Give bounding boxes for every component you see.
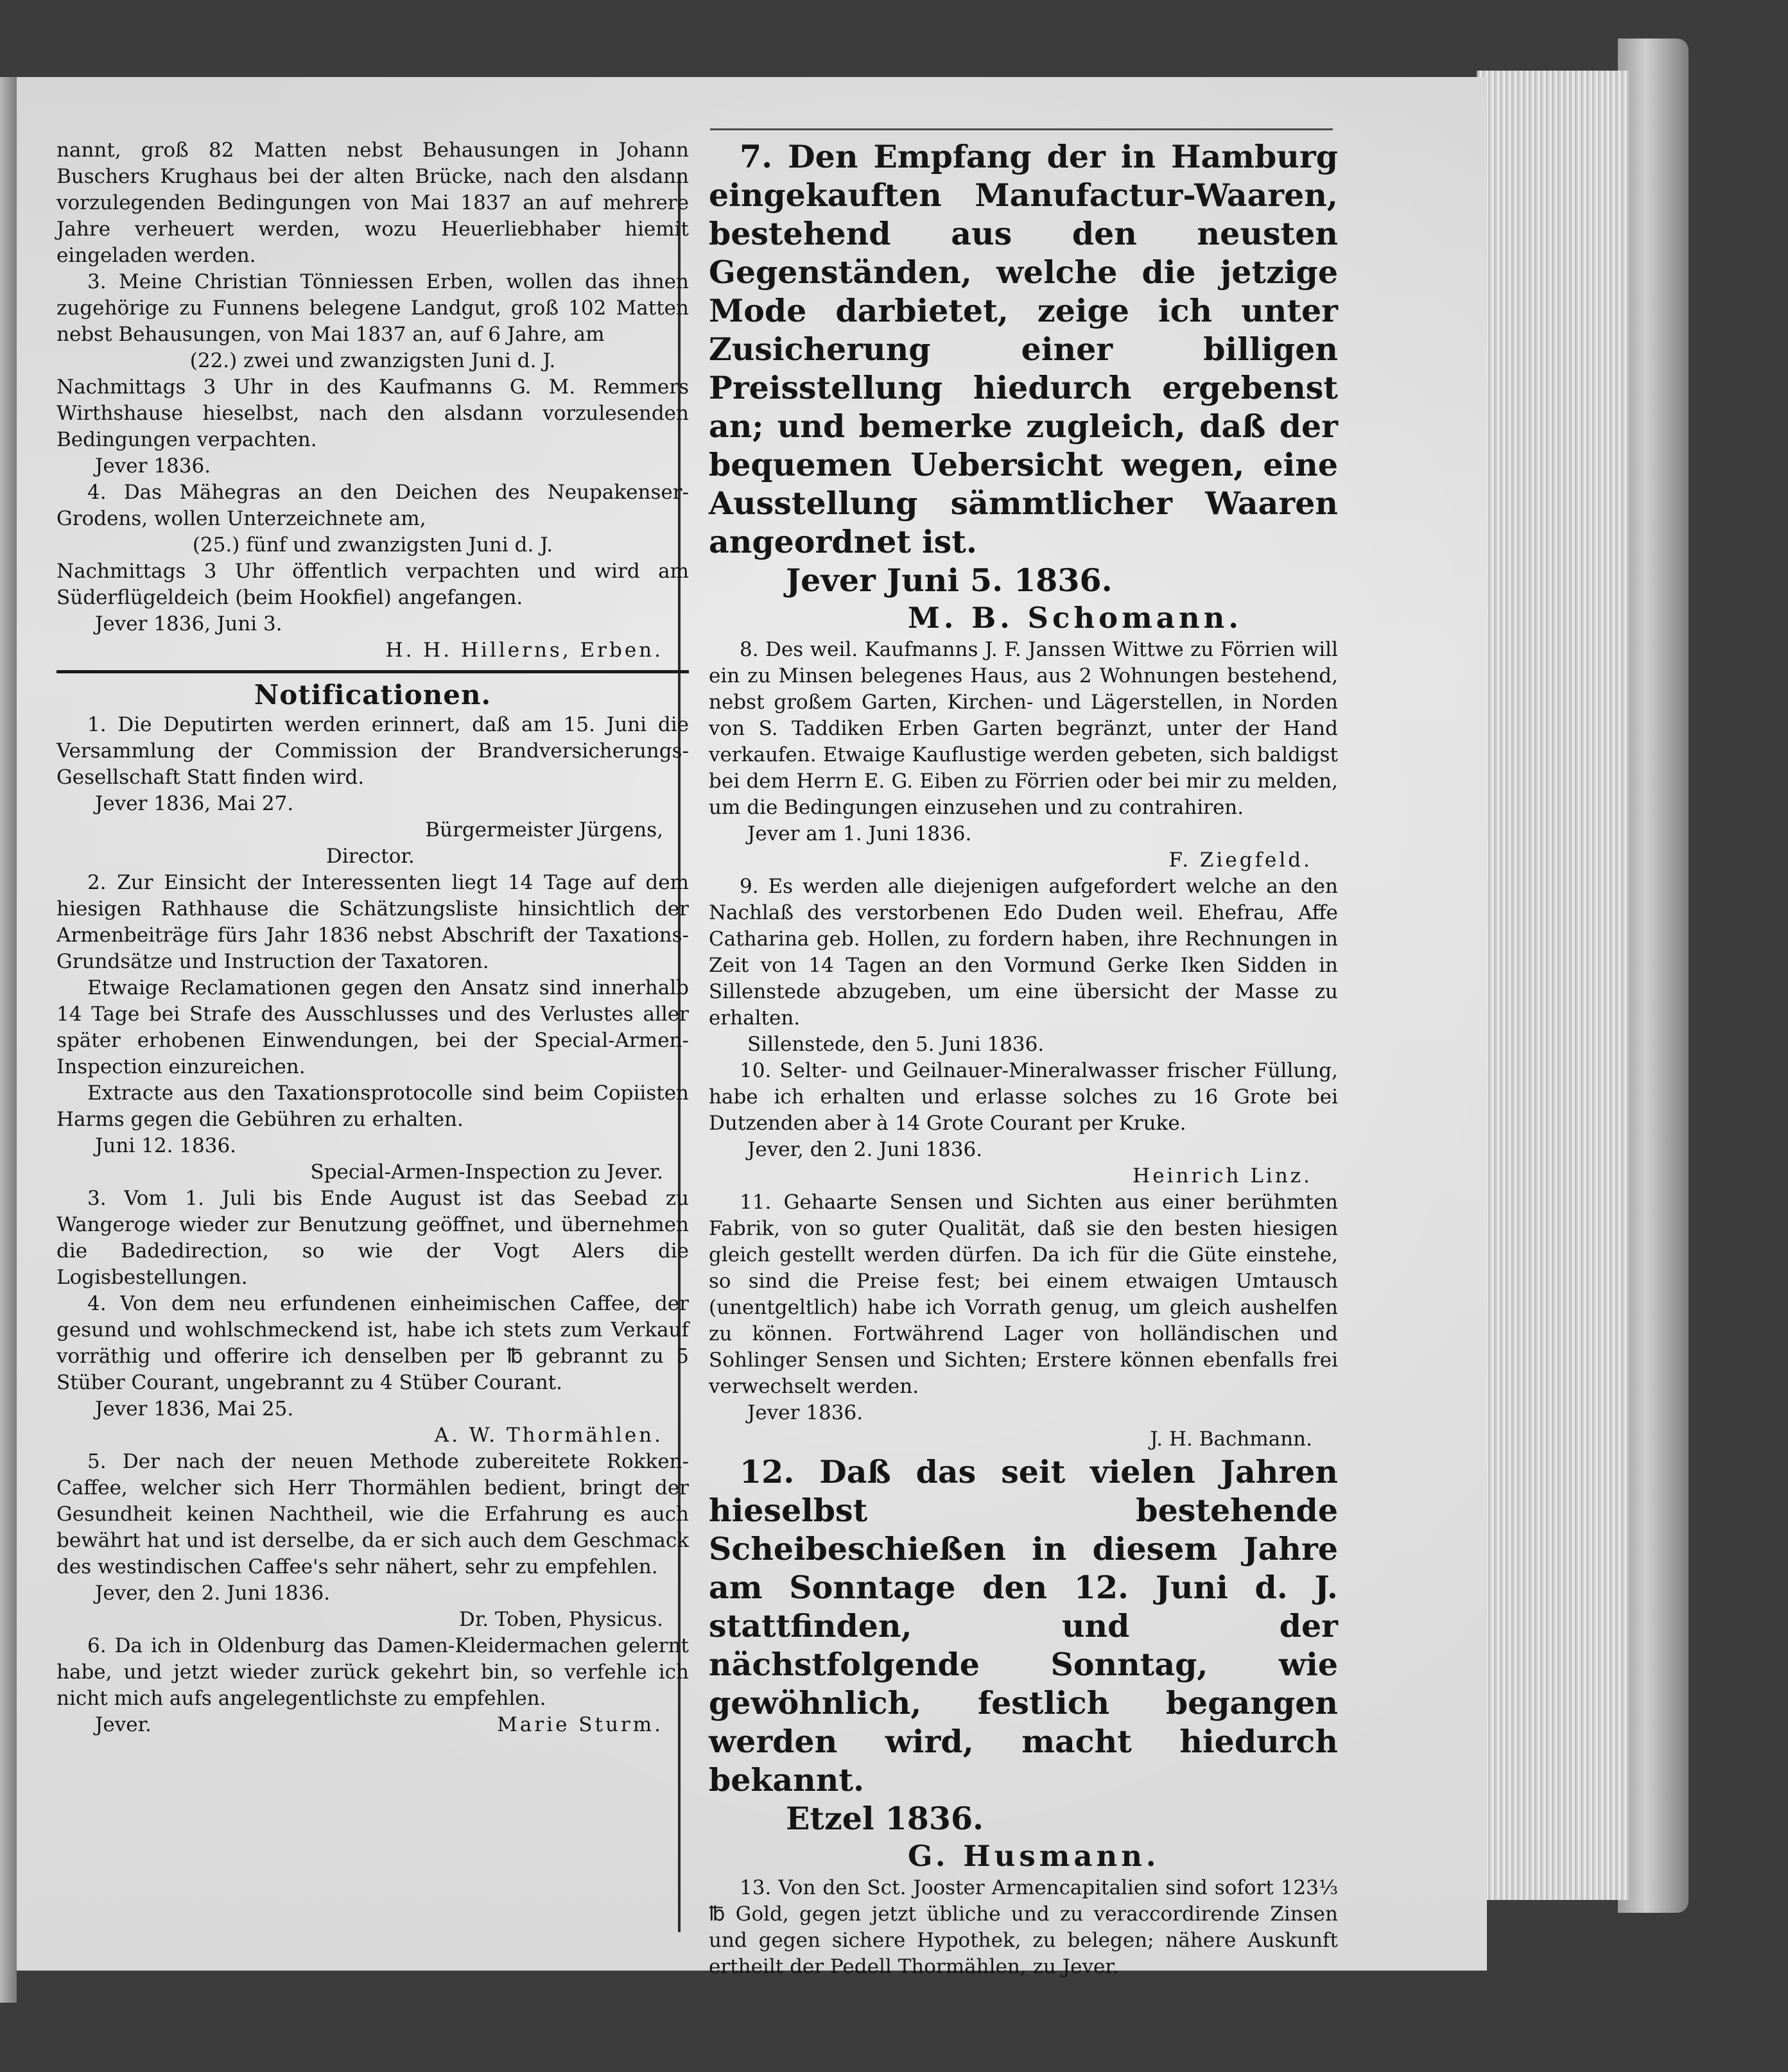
notification-1-place: Jever 1836, Mai 27. <box>95 792 294 815</box>
page-edge-strip <box>1477 71 1629 1900</box>
notification-5-signature: Dr. Toben, Physicus. <box>458 1608 663 1631</box>
notification-9-place: Sillenstede, den 5. Juni 1836. <box>747 1033 1045 1056</box>
notification-9: 9. Es werden alle diejenigen aufgefordert welche an den Nachlaß des verstorbenen Edo Duden weil. Ehefrau, Affe Catharina geb. Hollen, zu fordern haben, ihre Rechnungen in Zeit von 14 Tagen an den Vormund Gerke Iken Sidden in Sillenstede abzugeben, um eine übersicht der Masse zu erhalten. <box>709 875 1338 1030</box>
notification-10-place: Jever, den 2. Juni 1836. <box>747 1138 983 1161</box>
notification-2-reclamations: Etwaige Reclamationen gegen den Ansatz sind innerhalb 14 Tage bei Strafe des Ausschlusses und des Verlustes aller später erhobenen Einwendungen, bei der Special-Armen-Inspection einzureichen. <box>56 976 689 1078</box>
notification-4-signature: A. W. Thormählen. <box>434 1424 663 1447</box>
scan-left-gutter <box>0 77 17 2003</box>
left-column <box>56 137 689 1738</box>
notice-4-text: Nachmittags 3 Uhr öffentlich verpachten und wird am Süderflügeldeich (beim Hookfiel) angefangen. <box>56 560 689 609</box>
notification-4-place: Jever 1836, Mai 25. <box>95 1397 294 1420</box>
notification-11: 11. Gehaarte Sensen und Sichten aus einer berühmten Fabrik, von so guter Qualität, daß sie den besten hiesigen gleich gestellt werden dürfen. Da ich für die Güte einstehe, so sind die Preise fest; bei einem etwaigen Umtausch (unentgeltlich) habe ich Vorrath genug, um gleich aushelfen zu können. Fortwährend Lager von holländischen und Sohlinger Sensen und Sichten; Erstere können ebenfalls frei verwechselt werden. <box>709 1191 1338 1398</box>
notice-4-date: (25.) fünf und zwanzigsten Juni d. J. <box>192 533 553 557</box>
notification-13: 13. Von den Sct. Jooster Armencapitalien sind sofort 123⅓ ℔ Gold, gegen jetzt übliche und zu veraccordirende Zinsen und gegen sichere Hypothek, zu belegen; nähere Auskunft ertheilt der Pedell Thormählen, zu Jever. <box>709 1876 1338 1978</box>
notice-3-text: Nachmittags 3 Uhr in des Kaufmanns G. M. Remmers Wirthshause hieselbst, nach den alsdann vorzulesenden Bedingungen verpachten. <box>56 376 689 451</box>
notification-1-title: Director. <box>326 845 415 868</box>
notification-2-place: Juni 12. 1836. <box>95 1134 237 1157</box>
right-column <box>709 137 1338 1980</box>
notice-4: 4. Das Mähegras an den Deichen des Neupakenser-Grodens, wollen Unterzeichnete am, <box>56 481 689 530</box>
notification-8: 8. Des weil. Kaufmanns J. F. Janssen Wittwe zu Förrien will ein zu Minsen belegenes Haus, aus 2 Wohnungen bestehend, nebst großem Garten, Kirchen- und Lägerstellen, in Norden von S. Taddiken Erben Garten begränzt, unter der Hand verkaufen. Etwaige Kauflustige werden gebeten, sich baldigst bei dem Herrn E. G. Eiben zu Förrien oder bei mir zu melden, um die Bedingungen einzusehen und zu contrahiren. <box>709 638 1338 819</box>
notification-8-signature: F. Ziegfeld. <box>1168 849 1312 872</box>
notification-12-place: Etzel 1836. <box>786 1800 984 1837</box>
notification-1: 1. Die Deputirten werden erinnert, daß am 15. Juni die Versammlung der Commission der Brandversicherungs-Gesellschaft Statt finden wird. <box>56 713 689 789</box>
section-heading: Notificationen. <box>254 679 492 711</box>
notice-3-place: Jever 1836. <box>95 454 211 478</box>
notification-11-place: Jever 1836. <box>747 1401 864 1424</box>
notification-7: 7. Den Empfang der in Hamburg eingekauften Manufactur-Waaren, bestehend aus den neusten Gegenständen, welche die jetzige Mode darbietet, zeige ich unter Zusicherung einer billigen Preisstellung hiedurch ergebenst an; und bemerke zugleich, daß der bequemen Uebersicht wegen, eine Ausstellung sämmtlicher Waaren angeordnet ist. <box>709 138 1338 560</box>
notification-6-footer <box>56 1712 689 1738</box>
notice-4-signature: H. H. Hillerns, Erben. <box>385 639 663 662</box>
notification-12-signature: G. Husmann. <box>908 1839 1160 1873</box>
notification-6-place: Jever. <box>95 1713 152 1736</box>
notification-3: 3. Vom 1. Juli bis Ende August ist das Seebad zu Wangeroge wieder zur Benutzung geöffnet, und übernehmen die Badedirection, so wie der Vogt Alers die Logisbestellungen. <box>56 1187 689 1289</box>
notification-2: 2. Zur Einsicht der Interessenten liegt 14 Tage auf dem hiesigen Rathhause die Schätzungsliste hinsichtlich der Armenbeiträge fürs Jahr 1836 nebst Abschrift der Taxations-Grundsätze und Instruction der Taxatoren. <box>56 871 689 973</box>
notification-6-signature: Marie Sturm. <box>497 1713 663 1736</box>
notification-4: 4. Von dem neu erfundenen einheimischen Caffee, der gesund und wohlschmeckend ist, habe ich stets zum Verkauf vorräthig und offerire ich denselben per ℔ gebrannt zu 5 Stüber Courant, ungebrannt zu 4 Stüber Courant. <box>56 1292 689 1394</box>
notification-5: 5. Der nach der neuen Methode zubereitete Rokken-Caffee, welcher sich Herr Thormählen bedient, bringt der Gesundheit keinen Nachtheil, wie die Erfahrung es auch bewährt hat und ist derselbe, da er sich auch dem Geschmack des westindischen Caffee's sehr nähert, sehr zu empfehlen. <box>56 1450 689 1578</box>
notification-1-signature: Bürgermeister Jürgens, <box>425 818 663 842</box>
newspaper-page <box>17 77 1487 1978</box>
notification-7-place: Jever Juni 5. 1836. <box>786 562 1113 599</box>
notice-3-date: (22.) zwei und zwanzigsten Juni d. J. <box>189 349 556 372</box>
notification-5-place: Jever, den 2. Juni 1836. <box>95 1582 331 1605</box>
notification-12: 12. Daß das seit vielen Jahren hieselbst bestehende Scheibeschießen in diesem Jahre am Sonntage den 12. Juni d. J. stattfinden, und der nächstfolgende Sonntag, wie gewöhnlich, festlich begangen werden wird, macht hiedurch bekannt. <box>709 1453 1338 1799</box>
notification-10-signature: Heinrich Linz. <box>1133 1164 1312 1187</box>
notification-8-place: Jever am 1. Juni 1836. <box>747 822 972 845</box>
notification-2-signature: Special-Armen-Inspection zu Jever. <box>310 1161 663 1184</box>
notification-2-extracts: Extracte aus den Taxationsprotocolle sind beim Copiisten Harms gegen die Gebühren zu erhalten. <box>56 1082 689 1131</box>
section-rule <box>56 670 689 673</box>
notice-continuation: nannt, groß 82 Matten nebst Behausungen in Johann Buschers Krughaus bei der alten Brücke, nach den alsdann vorzulegenden Bedingungen von Mai 1837 an auf mehrere Jahre verheuert werden, wozu Heuerliebhaber hiemit eingeladen werden. <box>56 139 689 267</box>
notice-3: 3. Meine Christian Tönniessen Erben, wollen das ihnen zugehörige zu Funnens belegene Landgut, groß 102 Matten nebst Behausungen, von Mai 1837 an, auf 6 Jahre, am <box>56 270 689 346</box>
column-top-rule <box>710 128 1333 134</box>
notification-11-signature: J. H. Bachmann. <box>1150 1428 1312 1451</box>
notification-10: 10. Selter- und Geilnauer-Mineralwasser frischer Füllung, habe ich erhalten und erlasse solches zu 16 Grote bei Dutzenden aber à 14 Grote Courant per Kruke. <box>709 1059 1338 1135</box>
notice-4-place: Jever 1836, Juni 3. <box>95 612 282 635</box>
notification-7-signature: M. B. Schomann. <box>908 601 1243 635</box>
notification-6: 6. Da ich in Oldenburg das Damen-Kleidermachen gelernt habe, und jetzt wieder zurück gekehrt bin, so verfehle ich nicht mich aufs angelegentlichste zu empfehlen. <box>56 1634 689 1710</box>
